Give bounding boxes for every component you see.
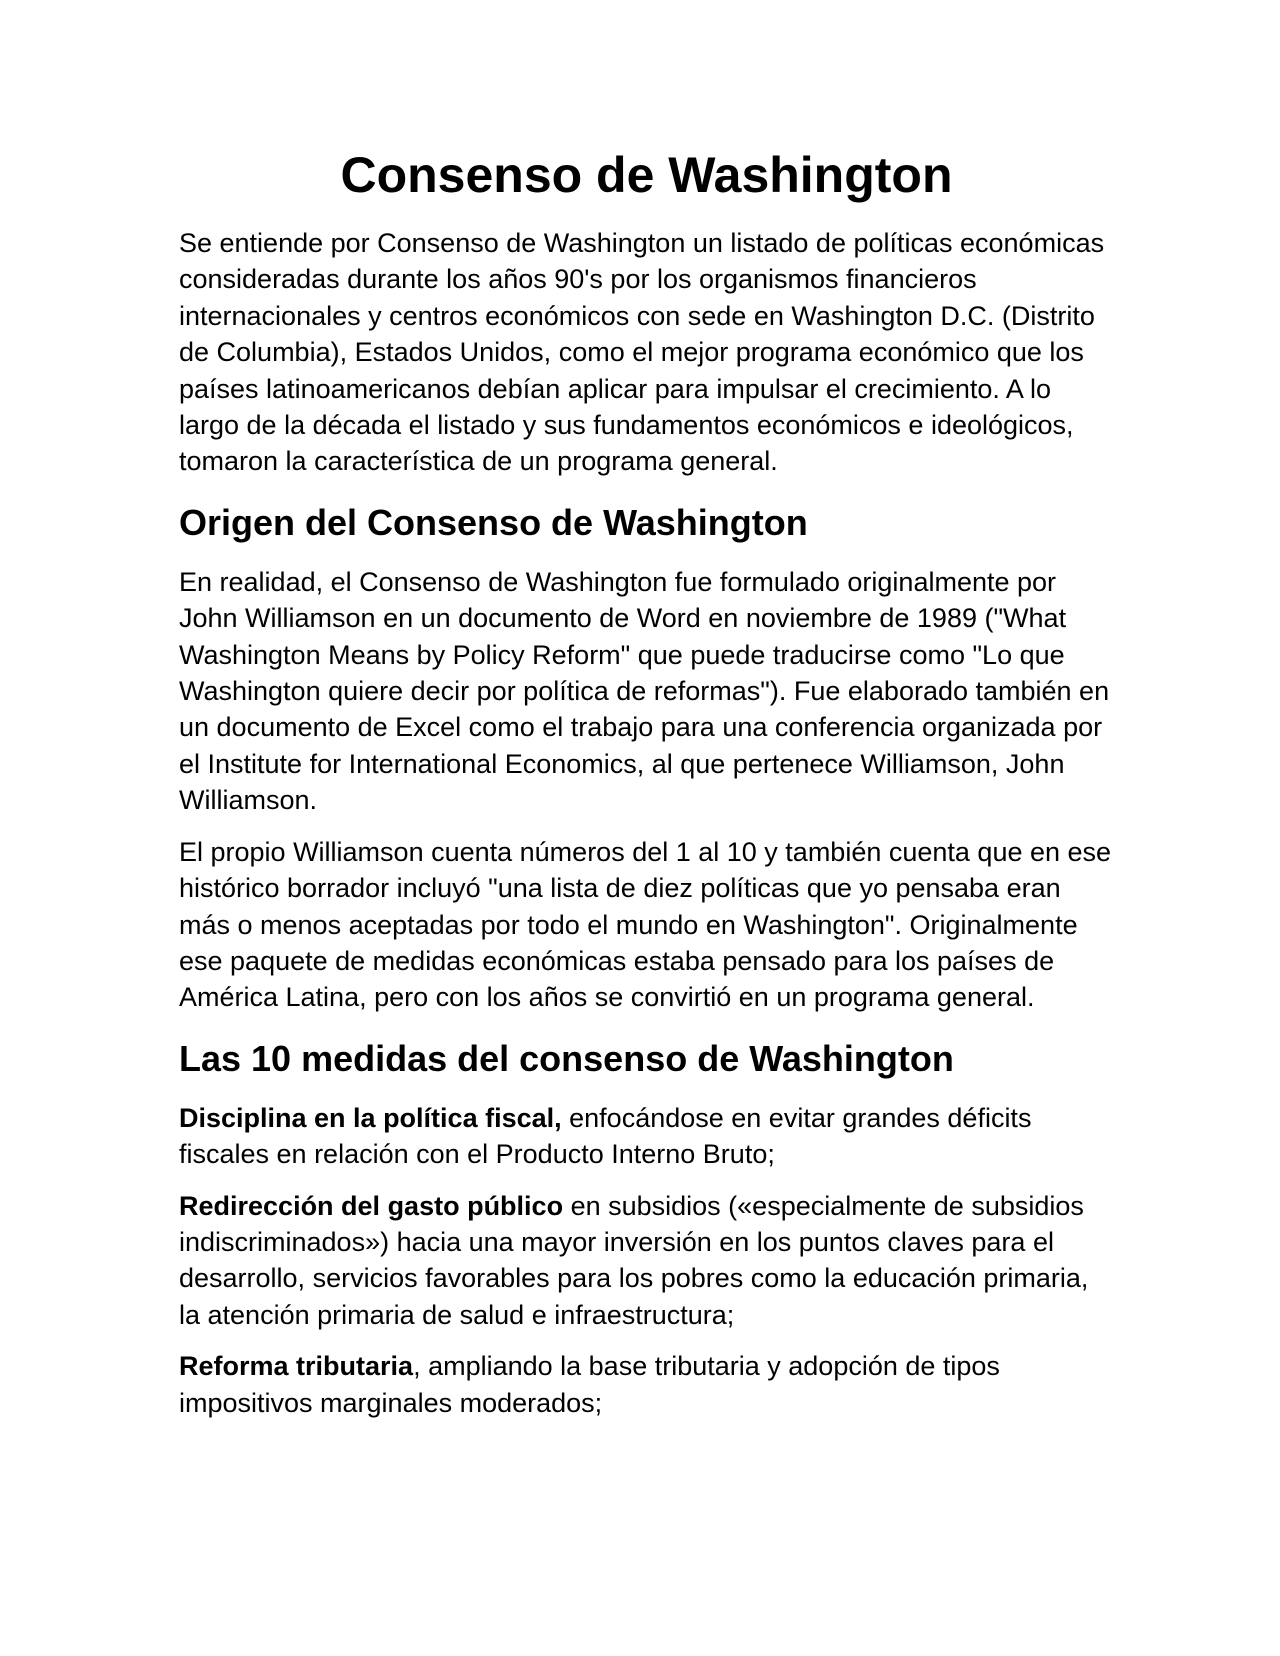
measure-description: enfocándose en evitar grandes déficits fiscales en relación con el Producto Interno Bruto; — [179, 1102, 1032, 1170]
measure-item — [179, 1348, 1114, 1421]
body-paragraph: El propio Williamson cuenta números del 1 al 10 y también cuenta que en ese histórico borrador incluyó "una lista de diez políticas que yo pensaba eran más o menos aceptadas por todo el mundo en Washington". Originalmente ese paquete de medidas económicas estaba pensado para los países de América Latina, pero con los años se convirtió en un programa general. — [179, 836, 1112, 1013]
section-heading-origen: Origen del Consenso de Washington — [179, 501, 808, 543]
measure-item — [179, 1100, 1114, 1173]
measure-item — [179, 1188, 1114, 1334]
document-title: Consenso de Washington — [340, 147, 953, 203]
measure-title: Reforma tributaria — [179, 1351, 414, 1382]
measure-title: Redirección del gasto público — [179, 1190, 564, 1221]
body-paragraph: En realidad, el Consenso de Washington fue formulado originalmente por John Williamson en un documento de Word en noviembre de 1989 ("What Washington Means by Policy Reform" que puede traducirse como "Lo que Washington quiere decir por política de reformas"). Fue elaborado también en un documento de Excel como el trabajo para una conferencia organizada por el Institute for International Economics, al que pertenece Williamson, John Williamson. — [179, 566, 1110, 816]
measure-description: , ampliando la base tributaria y adopción de tipos impositivos marginales moderados; — [179, 1351, 1000, 1418]
measure-title: Disciplina en la política fiscal, — [179, 1102, 562, 1133]
intro-paragraph: Se entiende por Consenso de Washington un listado de políticas económicas consideradas durante los años 90's por los organismos financieros internacionales y centros económicos con sede en Washington D.C. (Distrito de Columbia), Estados Unidos, como el mejor programa económico que los países latinoamericanos debían aplicar para impulsar el crecimiento. A lo largo de la década el listado y sus fundamentos económicos e ideológicos, tomaron la característica de un programa general. — [179, 228, 1105, 477]
section-heading-medidas: Las 10 medidas del consenso de Washington — [179, 1037, 954, 1079]
measure-description: en subsidios («especialmente de subsidios indiscriminados») hacia una mayor inversión en los puntos claves para el desarrollo, servicios favorables para los pobres como la educación primaria, la atención primaria de salud e infraestructura; — [179, 1190, 1089, 1330]
document-page — [179, 145, 1114, 1436]
